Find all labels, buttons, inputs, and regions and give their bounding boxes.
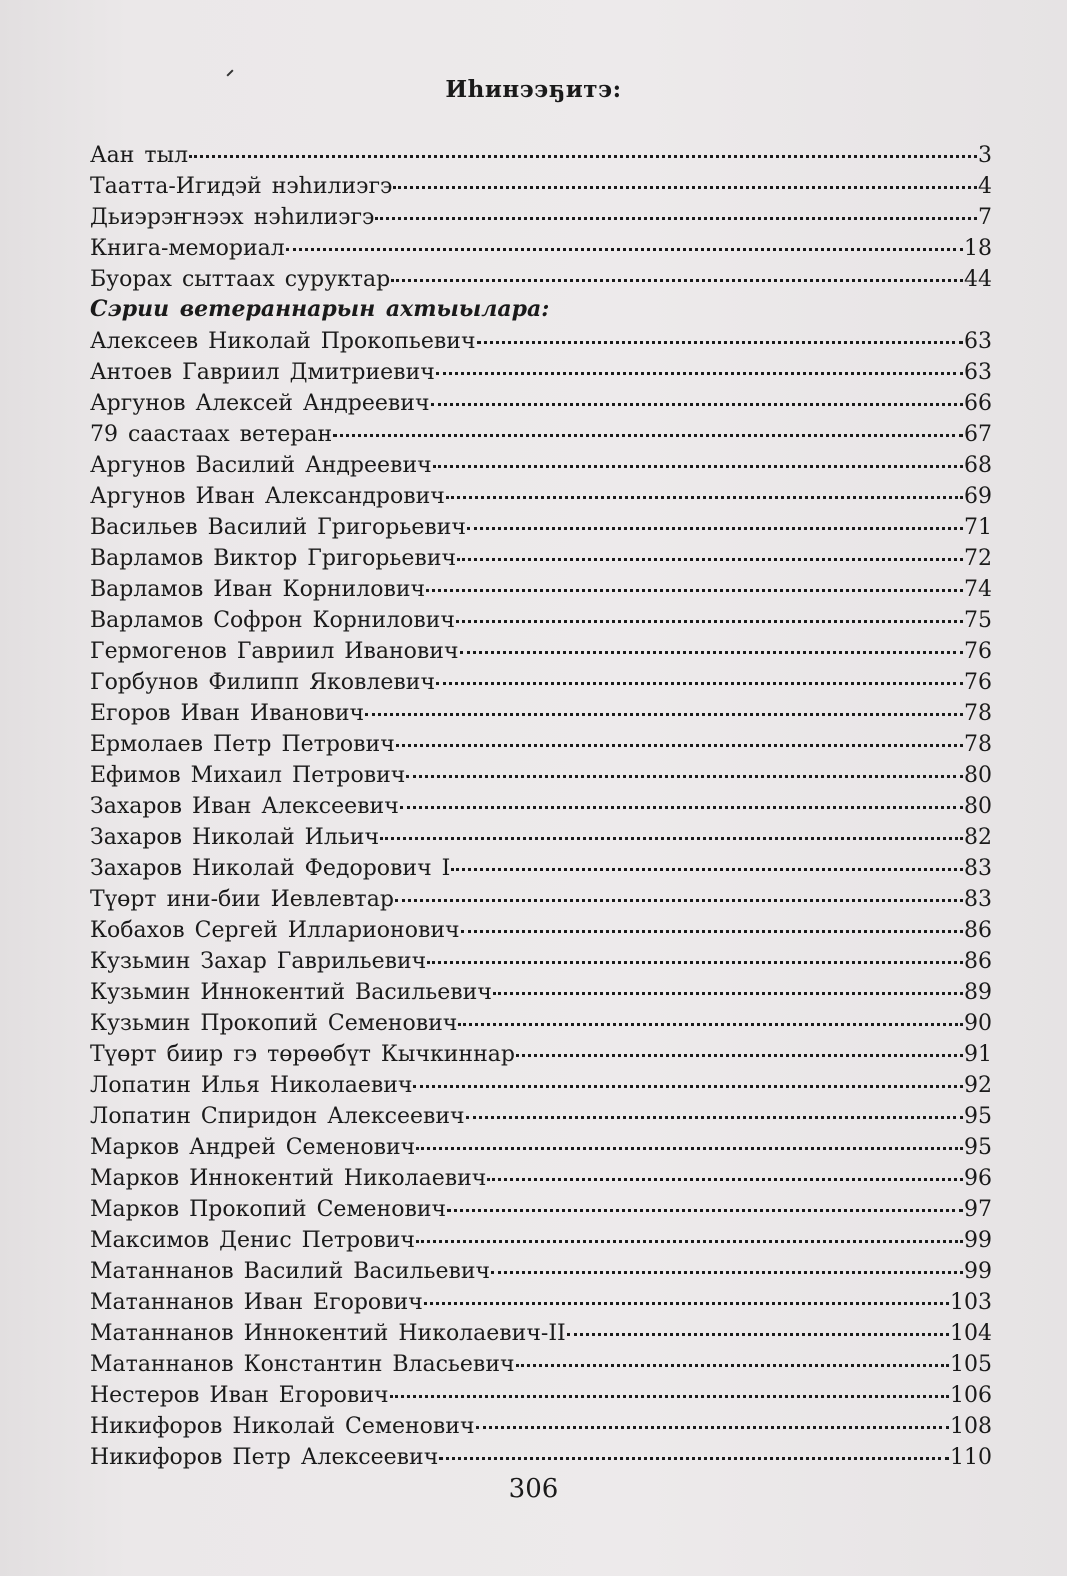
- toc-entry-page: 72: [964, 546, 992, 571]
- toc-entry-page: 63: [964, 329, 992, 354]
- toc-entry-title: Варламов Виктор Григорьевич: [90, 546, 457, 571]
- toc-entry-title: Антоев Гавриил Дмитриевич: [90, 360, 435, 385]
- toc-entry-title: Горбунов Филипп Яковлевич: [90, 670, 435, 695]
- toc-entry-title: Түөрт ини-бии Иевлевтар: [90, 887, 394, 912]
- dot-leader: [461, 910, 963, 933]
- toc-entry-page: 95: [964, 1135, 992, 1160]
- toc-entry-title: Матаннанов Василий Васильевич: [90, 1259, 491, 1284]
- toc-entry-title: Кузьмин Иннокентий Васильевич: [90, 980, 492, 1005]
- dot-leader: [431, 383, 964, 406]
- dot-leader: [458, 1003, 963, 1026]
- dot-leader: [189, 135, 977, 158]
- toc-entry-title: Лопатин Спиридон Алексеевич: [90, 1104, 465, 1129]
- dot-leader: [395, 879, 963, 902]
- toc-entry-page: 95: [964, 1104, 992, 1129]
- toc-entry-title: Буорах сыттаах суруктар: [90, 267, 391, 292]
- toc-entry-title: Кобахов Сергей Илларионович: [90, 918, 460, 943]
- toc-entry-title: Аргунов Алексей Андреевич: [90, 391, 430, 416]
- dot-leader: [460, 631, 964, 654]
- toc-entry-page: 97: [964, 1197, 992, 1222]
- dot-leader: [467, 507, 963, 530]
- dot-leader: [416, 1127, 963, 1150]
- toc-entry-title: Захаров Иван Алексеевич: [90, 794, 399, 819]
- toc-entry-page: 74: [964, 577, 992, 602]
- toc-entry-title: Книга-мемориал: [90, 236, 285, 261]
- toc-entry-title: Алексеев Николай Прокопьевич: [90, 329, 476, 354]
- toc-entry-title: Ефимов Михаил Петрович: [90, 763, 406, 788]
- table-of-contents: [90, 139, 992, 1472]
- dot-leader: [391, 259, 963, 282]
- toc-entry-page: 92: [964, 1073, 992, 1098]
- toc-entry-page: 86: [964, 949, 992, 974]
- toc-entry-title: Варламов Иван Корнилович: [90, 577, 426, 602]
- toc-entry-title: Захаров Николай Федорович I: [90, 856, 451, 881]
- toc-entry-title: Таатта-Игидэй нэhилиэгэ: [90, 174, 393, 199]
- page-number: 306: [508, 1474, 559, 1504]
- dot-leader: [427, 941, 963, 964]
- toc-entry-page: 71: [964, 515, 992, 540]
- toc-entry-page: 83: [964, 856, 992, 881]
- dot-leader: [433, 445, 963, 468]
- toc-entry-page: 7: [978, 205, 992, 230]
- page-title: Иhинээҕитэ:: [445, 76, 622, 103]
- dot-leader: [456, 600, 963, 623]
- toc-entry-page: 104: [950, 1321, 992, 1346]
- dot-leader: [426, 569, 963, 592]
- toc-entry-page: 105: [950, 1352, 992, 1377]
- toc-entry-page: 66: [964, 391, 992, 416]
- toc-entry-page: 69: [964, 484, 992, 509]
- toc-entry-title: Аргунов Василий Андреевич: [90, 453, 432, 478]
- toc-entry-title: Никифоров Петр Алексеевич: [90, 1445, 439, 1470]
- toc-entry-title: Егоров Иван Иванович: [90, 701, 365, 726]
- toc-entry: [90, 1441, 992, 1472]
- toc-entry-page: 90: [964, 1011, 992, 1036]
- toc-entry-title: Түөрт биир гэ төрөөбүт Кычкиннар: [90, 1042, 515, 1067]
- dot-leader: [406, 755, 963, 778]
- toc-entry-page: 106: [950, 1383, 992, 1408]
- dot-leader: [390, 1375, 949, 1398]
- toc-entry-page: 110: [950, 1445, 992, 1470]
- toc-entry-page: 89: [964, 980, 992, 1005]
- toc-entry-title: Матаннанов Иннокентий Николаевич-II: [90, 1321, 566, 1346]
- toc-entry-page: 99: [964, 1259, 992, 1284]
- toc-entry-title: Аан тыл: [90, 143, 189, 168]
- toc-entry-page: 67: [964, 422, 992, 447]
- dot-leader: [487, 1158, 963, 1181]
- dot-leader: [375, 197, 977, 220]
- dot-leader: [493, 972, 963, 995]
- dot-leader: [365, 693, 963, 716]
- toc-entry-title: 79 саастаах ветеран: [90, 422, 333, 447]
- toc-entry-page: 76: [964, 670, 992, 695]
- toc-entry-page: 108: [950, 1414, 992, 1439]
- toc-entry-page: 63: [964, 360, 992, 385]
- toc-entry-page: 4: [978, 174, 992, 199]
- toc-entry-title: Лопатин Илья Николаевич: [90, 1073, 413, 1098]
- toc-entry-title: Гермогенов Гавриил Иванович: [90, 639, 459, 664]
- toc-entry-title: Матаннанов Иван Егорович: [90, 1290, 423, 1315]
- toc-entry-page: 83: [964, 887, 992, 912]
- dot-leader: [447, 1189, 963, 1212]
- dot-leader: [451, 848, 963, 871]
- dot-leader: [286, 228, 963, 251]
- dot-leader: [424, 1282, 949, 1305]
- toc-entry-title: Дьиэрэҥнээх нэhилиэгэ: [90, 205, 375, 230]
- toc-entry-page: 44: [964, 267, 992, 292]
- toc-entry-title: Марков Иннокентий Николаевич: [90, 1166, 487, 1191]
- toc-entry-page: 18: [964, 236, 992, 261]
- dot-leader: [457, 538, 963, 561]
- dot-leader: [477, 321, 964, 344]
- dot-leader: [516, 1034, 963, 1057]
- toc-entry-title: Нестеров Иван Егорович: [90, 1383, 389, 1408]
- toc-entry-title: Захаров Николай Ильич: [90, 825, 379, 850]
- toc-entry-title: Кузьмин Захар Гаврильевич: [90, 949, 427, 974]
- toc-entry-title: Васильев Василий Григорьевич: [90, 515, 466, 540]
- toc-entry-title: Марков Прокопий Семенович: [90, 1197, 447, 1222]
- toc-entry-title: Матаннанов Константин Власьевич: [90, 1352, 515, 1377]
- dot-leader: [436, 662, 963, 685]
- toc-entry-page: 78: [964, 732, 992, 757]
- dot-leader: [396, 724, 963, 747]
- toc-entry: [90, 263, 992, 294]
- dot-leader: [400, 786, 963, 809]
- dot-leader: [516, 1344, 949, 1367]
- toc-entry-title: Максимов Денис Петрович: [90, 1228, 415, 1253]
- dot-leader: [567, 1313, 949, 1336]
- toc-entry-title: Ермолаев Петр Петрович: [90, 732, 395, 757]
- dot-leader: [416, 1220, 963, 1243]
- dot-leader: [466, 1096, 963, 1119]
- dot-leader: [439, 1437, 949, 1460]
- toc-entry-page: 86: [964, 918, 992, 943]
- toc-entry-page: 78: [964, 701, 992, 726]
- dot-leader: [436, 352, 963, 375]
- toc-entry-page: 75: [964, 608, 992, 633]
- toc-entry-page: 68: [964, 453, 992, 478]
- toc-entry-title: Никифоров Николай Семенович: [90, 1414, 475, 1439]
- dot-leader: [333, 414, 963, 437]
- toc-entry-page: 80: [964, 763, 992, 788]
- toc-entry-title: Кузьмин Прокопий Семенович: [90, 1011, 458, 1036]
- toc-entry-page: 99: [964, 1228, 992, 1253]
- section-heading: Сэрии ветераннарын ахтыылара:: [90, 296, 550, 322]
- toc-entry-page: 3: [978, 143, 992, 168]
- dot-leader: [446, 476, 963, 499]
- dot-leader: [491, 1251, 963, 1274]
- toc-entry-page: 103: [950, 1290, 992, 1315]
- dot-leader: [476, 1406, 949, 1429]
- dot-leader: [413, 1065, 963, 1088]
- toc-entry-title: Варламов Софрон Корнилович: [90, 608, 455, 633]
- dot-leader: [393, 166, 977, 189]
- toc-entry-title: Марков Андрей Семенович: [90, 1135, 416, 1160]
- toc-entry-page: 82: [964, 825, 992, 850]
- toc-entry-page: 76: [964, 639, 992, 664]
- dot-leader: [380, 817, 963, 840]
- toc-entry-title: Аргунов Иван Александрович: [90, 484, 445, 509]
- toc-entry-page: 91: [964, 1042, 992, 1067]
- toc-entry-page: 96: [964, 1166, 992, 1191]
- toc-entry-page: 80: [964, 794, 992, 819]
